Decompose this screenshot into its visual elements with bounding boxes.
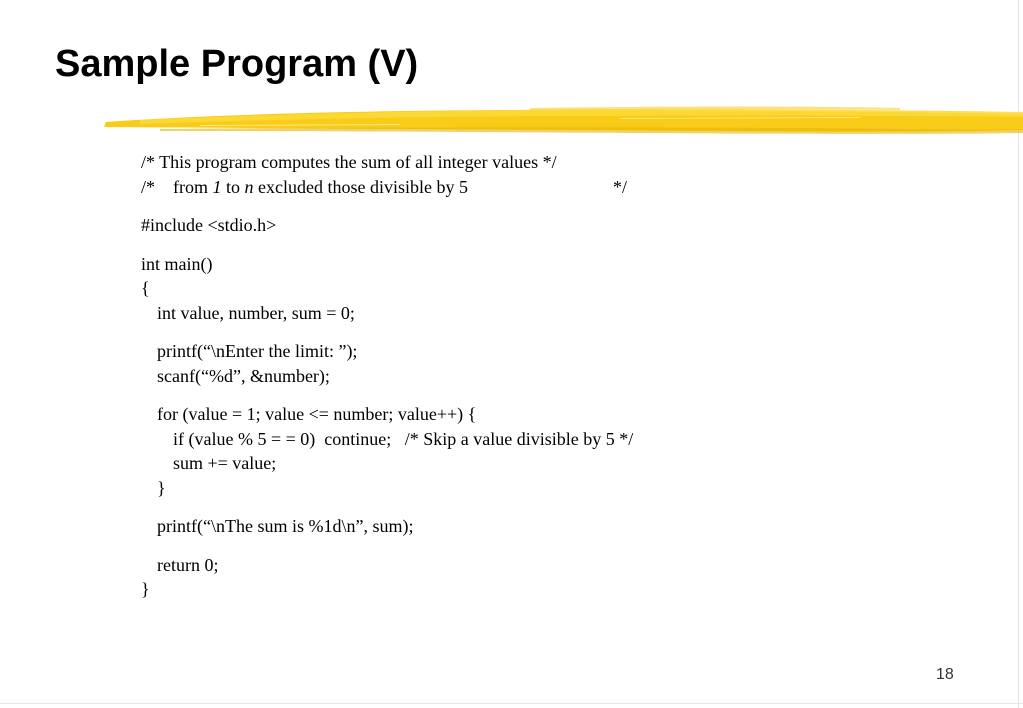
code-for-head: for (value = 1; value <= number; value++) {	[157, 404, 477, 424]
comment2-prefix: /* from	[141, 176, 213, 197]
code-return-statement: return 0;	[157, 554, 219, 575]
code-close-brace: }	[141, 579, 150, 599]
code-main-signature: int main()	[141, 253, 213, 274]
comment2-var-n: n	[244, 176, 254, 197]
code-printf-prompt: printf(“\nEnter the limit: ”);	[157, 341, 358, 361]
comment2-close: */	[613, 176, 628, 197]
page-number: 18	[936, 666, 954, 683]
comment2-to-word: to	[221, 176, 245, 197]
code-printf-result: printf(“\nThe sum is %1d\n”, sum);	[157, 516, 414, 536]
slide-title: Sample Program (V)	[55, 43, 419, 85]
code-include-line: #include <stdio.h>	[141, 215, 277, 235]
code-if-statement: if (value % 5 = = 0) continue; /* Skip a value divisible by 5 */	[173, 428, 634, 449]
code-comment-line-2	[141, 175, 941, 200]
bottom-border-line	[0, 703, 1023, 704]
code-comment-line-1: /* This program computes the sum of all integer values */	[141, 152, 557, 172]
comment2-rest: excluded those divisible by 5	[253, 176, 468, 197]
comment2-var-one: 1	[212, 176, 222, 197]
code-sum-statement: sum += value;	[173, 453, 277, 473]
code-for-close-brace: }	[157, 477, 166, 498]
highlighter-swoosh	[100, 100, 1023, 140]
code-declaration: int value, number, sum = 0;	[157, 302, 355, 323]
code-open-brace: {	[141, 278, 150, 298]
code-scanf: scanf(“%d”, &number);	[157, 365, 330, 386]
code-listing	[141, 150, 941, 602]
